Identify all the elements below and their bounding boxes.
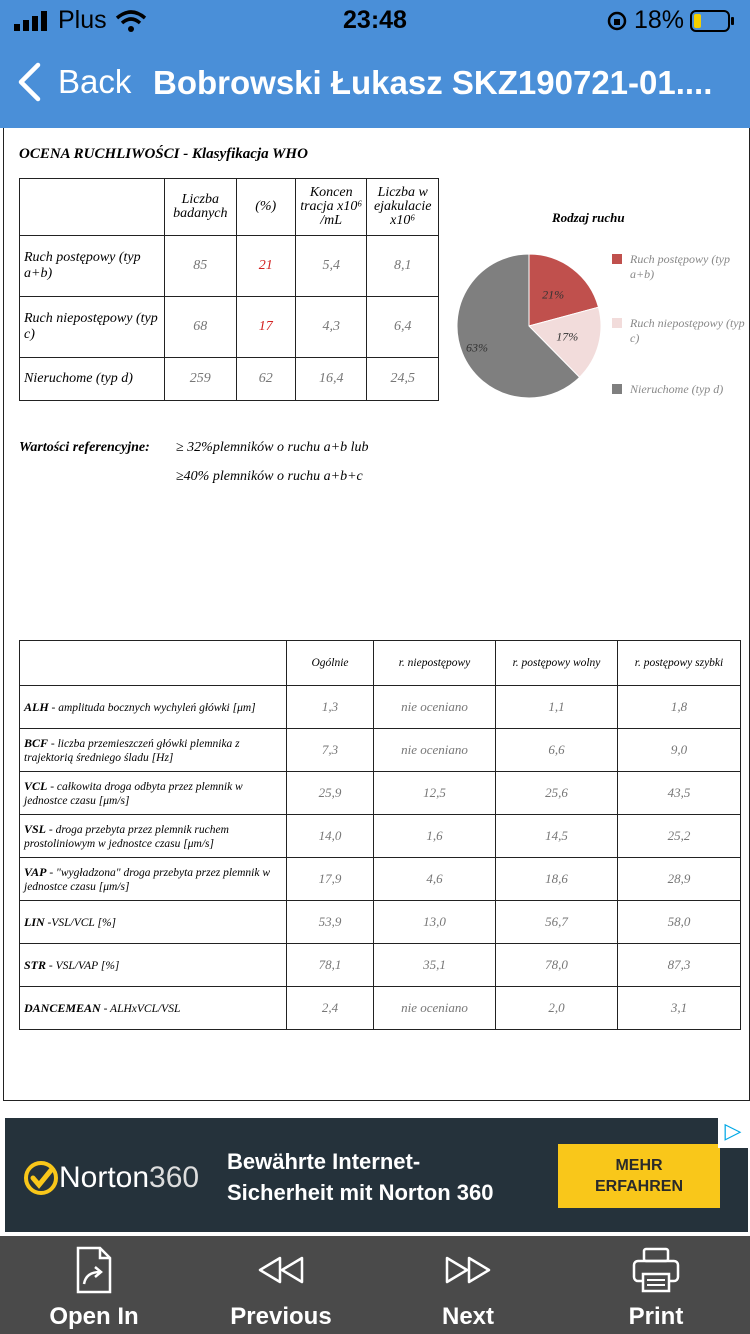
- bottom-toolbar: [0, 1236, 750, 1334]
- value-cell: 12,5: [374, 772, 496, 815]
- parameter-name: DANCEMEAN: [24, 1000, 101, 1015]
- value-cell: 1,1: [496, 686, 618, 729]
- cell-percent: 62: [236, 358, 295, 401]
- parameter-name: ALH: [24, 699, 49, 714]
- pie-chart: [449, 246, 609, 406]
- back-button[interactable]: [16, 62, 131, 102]
- kinematics-table: [19, 640, 741, 1030]
- legend-swatch: [612, 318, 622, 328]
- parameter-name: VAP: [24, 864, 47, 879]
- table-row: [20, 358, 439, 401]
- pie-slice-label: 63%: [466, 340, 489, 355]
- header-cell: [20, 641, 287, 686]
- value-cell: 87,3: [618, 944, 741, 987]
- printer-icon: [631, 1246, 681, 1294]
- table-row: [20, 815, 741, 858]
- ad-choices-icon[interactable]: ▷: [718, 1118, 748, 1148]
- legend-label: Nieruchome (typ d): [630, 382, 724, 396]
- value-cell: 43,5: [618, 772, 741, 815]
- next-label: Next: [441, 1303, 495, 1330]
- parameter-name: BCF: [24, 735, 49, 750]
- pie-slice-label: 21%: [542, 287, 565, 302]
- cell-count: 85: [165, 236, 237, 297]
- cell-percent: 21: [236, 236, 295, 297]
- value-cell: 1,8: [618, 686, 741, 729]
- table-header-row: [20, 179, 439, 236]
- status-right: [606, 6, 736, 35]
- open-in-label: Open In: [49, 1303, 139, 1330]
- table-row: [20, 858, 741, 901]
- value-cell: 14,0: [287, 815, 374, 858]
- document-page[interactable]: [3, 128, 750, 1101]
- value-cell: 53,9: [287, 901, 374, 944]
- parameter-description: - całkowita droga odbyta przez plemnik w jednostce czasu [μm/s]: [24, 780, 243, 807]
- print-button[interactable]: [566, 1246, 746, 1331]
- parameter-description: - droga przebyta przez plemnik ruchem prostoliniowym w jednostce czasu [μm/s]: [24, 823, 229, 850]
- row-label: [20, 686, 287, 729]
- value-cell: nie oceniano: [374, 686, 496, 729]
- value-cell: 1,6: [374, 815, 496, 858]
- reference-label: Wartości referencyjne:: [19, 440, 150, 455]
- reference-line: ≥ 32%plemników o ruchu a+b lub: [176, 440, 369, 455]
- fast-forward-icon: [443, 1246, 493, 1294]
- table-row: [20, 729, 741, 772]
- value-cell: 56,7: [496, 901, 618, 944]
- navigation-bar: [0, 40, 750, 128]
- cell-total: 6,4: [367, 297, 439, 358]
- value-cell: 25,6: [496, 772, 618, 815]
- legend-label: Ruch postępowy (typ a+b): [630, 252, 730, 281]
- legend-swatch: [612, 384, 622, 394]
- value-cell: 3,1: [618, 987, 741, 1030]
- value-cell: 2,4: [287, 987, 374, 1030]
- motility-table: [19, 178, 439, 401]
- table-row: [20, 297, 439, 358]
- chevron-left-icon: [16, 62, 42, 102]
- value-cell: 7,3: [287, 729, 374, 772]
- row-label: [20, 815, 287, 858]
- legend-label: Ruch niepostępowy (typ c): [630, 316, 745, 345]
- cell-count: 259: [165, 358, 237, 401]
- parameter-description: - VSL/VAP [%]: [46, 959, 120, 972]
- parameter-description: - ALHxVCL/VSL: [100, 1002, 181, 1015]
- row-label: [20, 858, 287, 901]
- header-cell: r. postępowy szybki: [618, 641, 741, 686]
- value-cell: 2,0: [496, 987, 618, 1030]
- ad-cta-button[interactable]: [558, 1144, 720, 1208]
- header-cell: r. postępowy wolny: [496, 641, 618, 686]
- value-cell: 25,9: [287, 772, 374, 815]
- row-label: [20, 729, 287, 772]
- value-cell: 14,5: [496, 815, 618, 858]
- value-cell: 28,9: [618, 858, 741, 901]
- cell-concentration: 4,3: [295, 297, 367, 358]
- value-cell: nie oceniano: [374, 729, 496, 772]
- parameter-name: LIN: [24, 914, 45, 929]
- table-row: [20, 236, 439, 297]
- parameter-name: VCL: [24, 778, 48, 793]
- legend-swatch: [612, 254, 622, 264]
- value-cell: 9,0: [618, 729, 741, 772]
- open-in-button[interactable]: [4, 1246, 184, 1331]
- cta-line: MEHR: [615, 1157, 663, 1174]
- table-row: [20, 772, 741, 815]
- next-button[interactable]: [378, 1246, 558, 1331]
- norton-logo: [23, 1160, 199, 1196]
- legend-item: [612, 316, 750, 346]
- reference-line: ≥40% plemników o ruchu a+b+c: [176, 469, 363, 484]
- cell-total: 24,5: [367, 358, 439, 401]
- previous-label: Previous: [230, 1303, 332, 1330]
- legend-item: [612, 252, 750, 282]
- row-label: [20, 944, 287, 987]
- table-row: [20, 901, 741, 944]
- back-label: Back: [58, 63, 132, 100]
- document-heading: OCENA RUCHLIWOŚCI - Klasyfikacja WHO: [19, 146, 308, 162]
- table-row: [20, 944, 741, 987]
- status-bar: [0, 0, 750, 40]
- value-cell: 58,0: [618, 901, 741, 944]
- value-cell: 25,2: [618, 815, 741, 858]
- cta-line: ERFAHREN: [594, 1178, 683, 1195]
- row-label: Nieruchome (typ d): [20, 358, 165, 401]
- print-label: Print: [628, 1303, 684, 1330]
- header-cell: Liczba w ejakulacie x10⁶: [367, 179, 439, 236]
- header-cell: Koncen tracja x10⁶ /mL: [295, 179, 367, 236]
- cell-percent: 17: [236, 297, 295, 358]
- legend-item: [612, 382, 723, 397]
- row-label: [20, 772, 287, 815]
- value-cell: 78,0: [496, 944, 618, 987]
- row-label: [20, 901, 287, 944]
- ad-line: Sicherheit mit Norton 360: [227, 1180, 494, 1205]
- header-cell: r. niepostępowy: [374, 641, 496, 686]
- checkmark-icon: [23, 1160, 59, 1196]
- share-file-icon: [74, 1246, 114, 1294]
- value-cell: 4,6: [374, 858, 496, 901]
- value-cell: nie oceniano: [374, 987, 496, 1030]
- brand-suffix: 360: [149, 1161, 200, 1194]
- parameter-description: - liczba przemieszczeń główki plemnika z trajektorią średniego śladu [Hz]: [24, 737, 240, 764]
- ad-line: Bewährte Internet-: [227, 1149, 421, 1174]
- cell-count: 68: [165, 297, 237, 358]
- header-cell: Liczba badanych: [165, 179, 237, 236]
- parameter-name: VSL: [24, 821, 47, 836]
- header-cell: [20, 179, 165, 236]
- pie-slice-label: 17%: [556, 329, 579, 344]
- value-cell: 17,9: [287, 858, 374, 901]
- parameter-name: STR: [24, 957, 47, 972]
- value-cell: 13,0: [374, 901, 496, 944]
- parameter-description: - "wygładzona" droga przebyta przez plemnik w jednostce czasu [μm/s]: [24, 866, 271, 893]
- previous-button[interactable]: [191, 1246, 371, 1331]
- header-cell: (%): [236, 179, 295, 236]
- value-cell: 18,6: [496, 858, 618, 901]
- value-cell: 1,3: [287, 686, 374, 729]
- table-row: [20, 987, 741, 1030]
- chart-title: Rodzaj ruchu: [552, 210, 625, 225]
- brand-name: Norton: [59, 1161, 150, 1194]
- table-header-row: [20, 641, 741, 686]
- table-row: [20, 686, 741, 729]
- page-title: Bobrowski Łukasz SKZ190721-01....: [153, 64, 713, 101]
- row-label: [20, 987, 287, 1030]
- value-cell: 6,6: [496, 729, 618, 772]
- battery-percent: 18%: [633, 6, 684, 34]
- battery-icon: [690, 9, 736, 33]
- parameter-description: -VSL/VCL [%]: [44, 916, 117, 929]
- ad-body[interactable]: [5, 1118, 748, 1232]
- ad-text: [227, 1146, 494, 1208]
- row-label: Ruch niepostępowy (typ c): [20, 297, 165, 358]
- orientation-lock-icon: [606, 10, 628, 32]
- value-cell: 78,1: [287, 944, 374, 987]
- value-cell: 35,1: [374, 944, 496, 987]
- parameter-description: - amplituda bocznych wychyleń główki [μm]: [48, 701, 256, 714]
- cell-total: 8,1: [367, 236, 439, 297]
- header-cell: Ogólnie: [287, 641, 374, 686]
- rewind-icon: [256, 1246, 306, 1294]
- carrier-name: Plus: [58, 6, 107, 34]
- ad-banner[interactable]: [0, 1116, 750, 1234]
- clock: 23:48: [343, 6, 407, 34]
- cell-concentration: 16,4: [295, 358, 367, 401]
- row-label: Ruch postępowy (typ a+b): [20, 236, 165, 297]
- cell-concentration: 5,4: [295, 236, 367, 297]
